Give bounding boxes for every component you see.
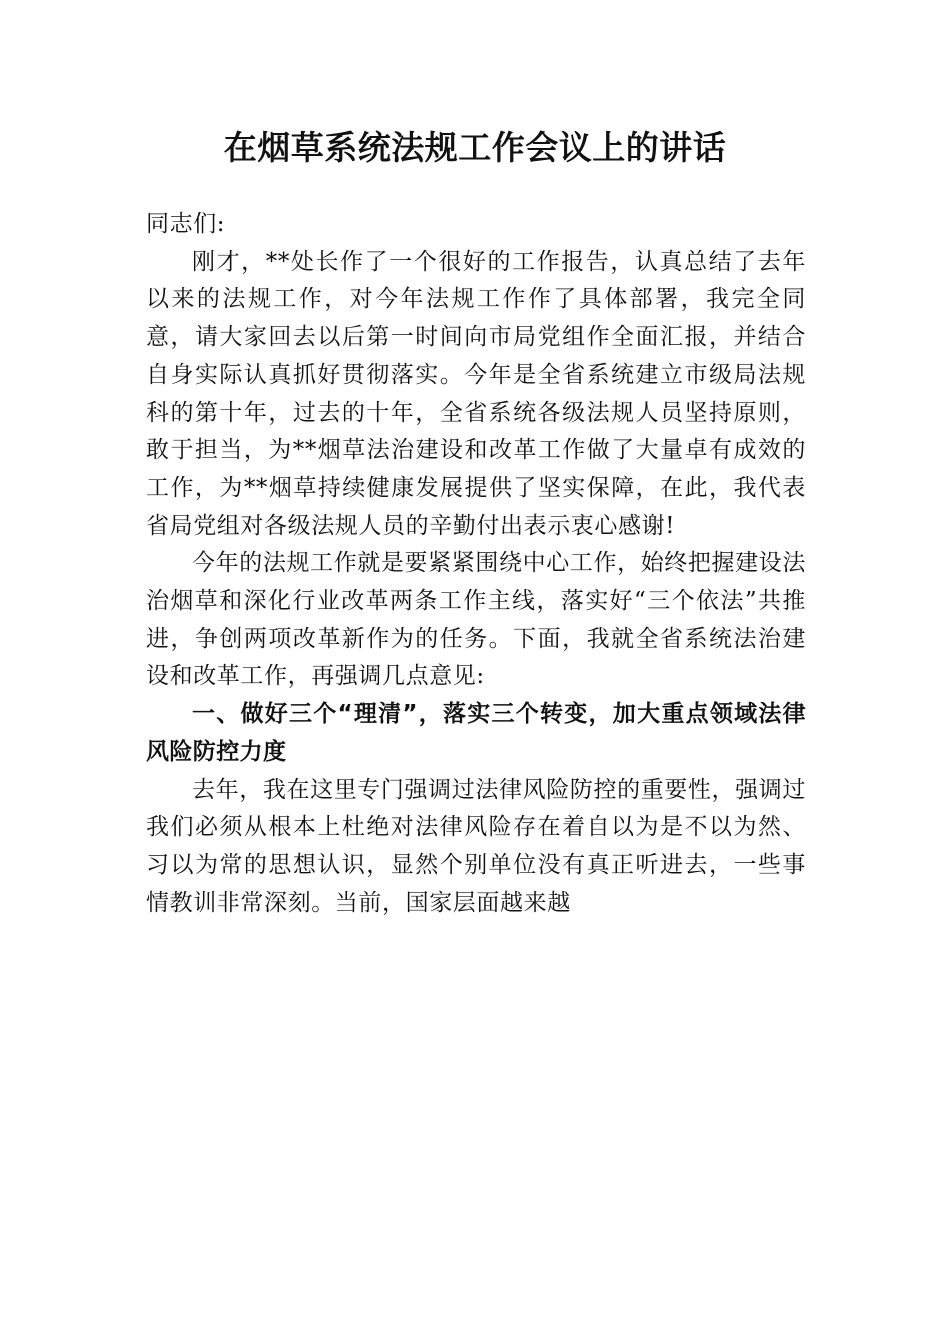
paragraph-section-1: 去年，我在这里专门强调过法律风险防控的重要性，强调过我们必须从根本上杜绝对法律风险存在着自以为是不以为然、习以为常的思想认识，显然个别单位没有真正听进去，一些事情教训非常深刻。当前，国家层面越来越 (146, 776, 806, 916)
document-body (146, 206, 806, 922)
paragraph-opening: 刚才，**处长作了一个很好的工作报告，认真总结了去年以来的法规工作，对今年法规工作作了具体部署，我完全同意，请大家回去以后第一时间向市局党组作全面汇报，并结合自身实际认真抓好贯彻落实。今年是全省系统建立市级局法规科的第十年，过去的十年，全省系统各级法规人员坚持原则，敢于担当，为**烟草法治建设和改革工作做了大量卓有成效的工作，为**烟草持续健康发展提供了坚实保障，在此，我代表省局党组对各级法规人员的辛勤付出表示衷心感谢! (146, 248, 806, 539)
section-heading-1: 一、做好三个“理清”，落实三个转变，加大重点领域法律风险防控力度 (146, 701, 806, 765)
page-title: 在烟草系统法规工作会议上的讲话 (223, 128, 727, 167)
paragraph-task: 今年的法规工作就是要紧紧围绕中心工作，始终把握建设法治烟草和深化行业改革两条工作主线，落实好“三个依法”共推进，争创两项改革新作为的任务。下面，我就全省系统法治建设和改革工作，再强调几点意见: (146, 550, 806, 690)
salutation: 同志们: (146, 211, 226, 237)
